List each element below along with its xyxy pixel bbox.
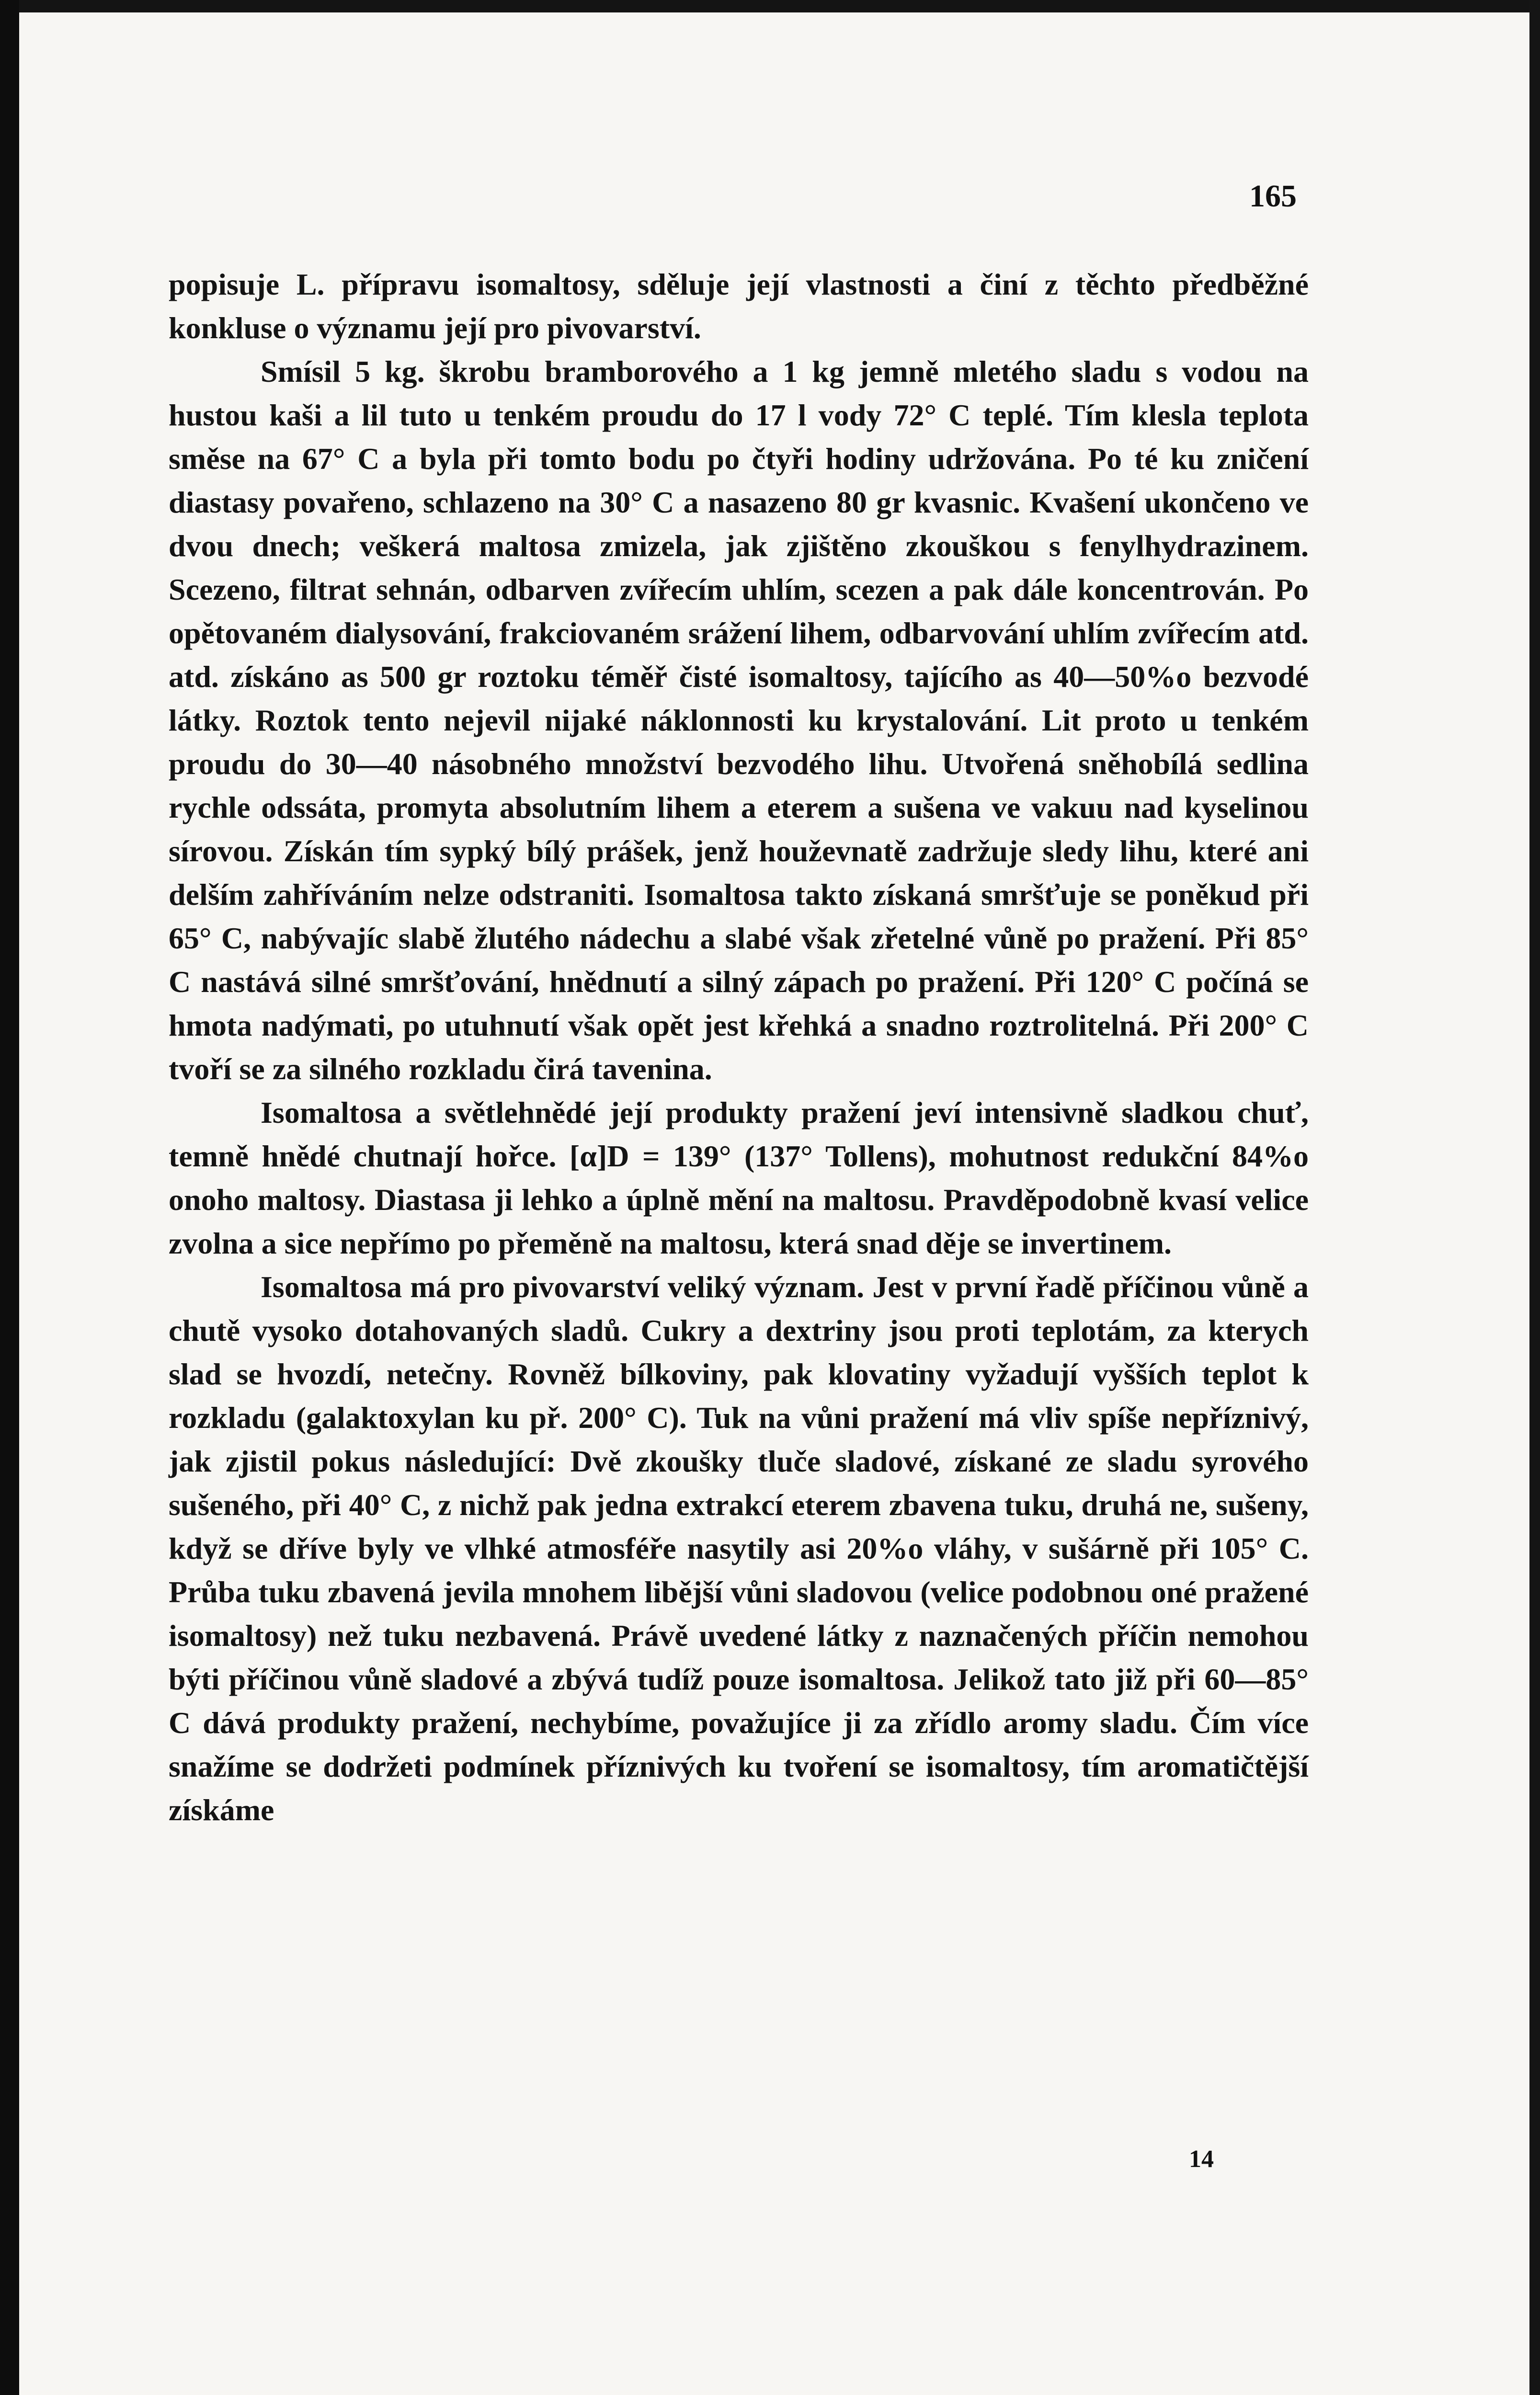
- scan-border-right: [1529, 0, 1540, 2395]
- page-number: 165: [1249, 179, 1297, 214]
- scan-border-top: [0, 0, 1540, 12]
- signature-mark: 14: [1189, 2145, 1214, 2173]
- paragraph-1: popisuje L. přípravu isomaltosy, sděluje její vlastnosti a činí z těchto předběžné konkluse o významu její pro pivovarství.: [169, 267, 1309, 345]
- scan-border-left: [0, 0, 19, 2395]
- paragraph-4: Isomaltosa má pro pivovarství veliký význam. Jest v první řadě příčinou vůně a chutě vysoko dotahovaných sladů. Cukry a dextriny jsou proti teplotám, za kterych slad se hvozdí, netečny. Rovněž bílkoviny, pak klovatiny vyžadují vyšších teplot k rozkladu (galaktoxylan ku př. 200° C). Tuk na vůni pražení má vliv spíše nepříznivý, jak zjistil pokus následující: Dvě zkoušky tluče sladové, získané ze sladu syrového sušeného, při 40° C, z nichž pak jedna extrakcí eterem zbavena tuku, druhá ne, sušeny, když se dříve byly ve vlhké atmosféře nasytily asi 20%o vláhy, v sušárně při 105° C. Průba tuku zbavená jevila mnohem libější vůni sladovou (velice podobnou oné pražené isomaltosy) než tuku nezbavená. Právě uvedené látky z naznačených příčin nemohou býti příčinou vůně sladové a zbývá tudíž pouze isomaltosa. Jelikož tato již při 60—85° C dává produkty pražení, nechybíme, považujíce ji za zřídlo aromy sladu. Čím více snažíme se dodržeti podmínek příznivých ku tvoření se isomaltosy, tím aromatičtější získáme: [169, 1270, 1309, 1827]
- body-text: [169, 262, 1309, 1832]
- paragraph-3: Isomaltosa a světlehnědé její produkty pražení jeví intensivně sladkou chuť, temně hnědé chutnají hořce. [α]D = 139° (137° Tollens), mohutnost redukční 84%o onoho maltosy. Diastasa ji lehko a úplně mění na maltosu. Pravděpodobně kvasí velice zvolna a sice nepřímo po přeměně na maltosu, která snad děje se invertinem.: [169, 1095, 1309, 1260]
- paragraph-2: Smísil 5 kg. škrobu bramborového a 1 kg jemně mletého sladu s vodou na hustou kaši a lil tuto u tenkém proudu do 17 l vody 72° C teplé. Tím klesla teplota směse na 67° C a byla při tomto bodu po čtyři hodiny udržována. Po té ku zničení diastasy povařeno, schlazeno na 30° C a nasazeno 80 gr kvasnic. Kvašení ukončeno ve dvou dnech; veškerá maltosa zmizela, jak zjištěno zkouškou s fenylhydrazinem. Scezeno, filtrat sehnán, odbarven zvířecím uhlím, scezen a pak dále koncentrován. Po opětovaném dialysování, frakciovaném srážení lihem, odbarvování uhlím zvířecím atd. atd. získáno as 500 gr roztoku téměř čisté isomaltosy, tajícího as 40—50%o bezvodé látky. Roztok tento nejevil nijaké náklonnosti ku krystalování. Lit proto u tenkém proudu do 30—40 násobného množství bezvodého lihu. Utvořená sněhobílá sedlina rychle odssáta, promyta absolutním lihem a eterem a sušena ve vakuu nad kyselinou sírovou. Získán tím sypký bílý prášek, jenž houževnatě zadržuje sledy lihu, které ani delším zahříváním nelze odstraniti. Isomaltosa takto získaná smršťuje se poněkud při 65° C, nabývajíc slabě žlutého nádechu a slabé však zřetelné vůně po pražení. Při 85° C nastává silné smršťování, hnědnutí a silný zápach po pražení. Při 120° C počíná se hmota nadýmati, po utuhnutí však opět jest křehká a snadno roztrolitelná. Při 200° C tvoří se za silného rozkladu čirá tavenina.: [169, 354, 1309, 1086]
